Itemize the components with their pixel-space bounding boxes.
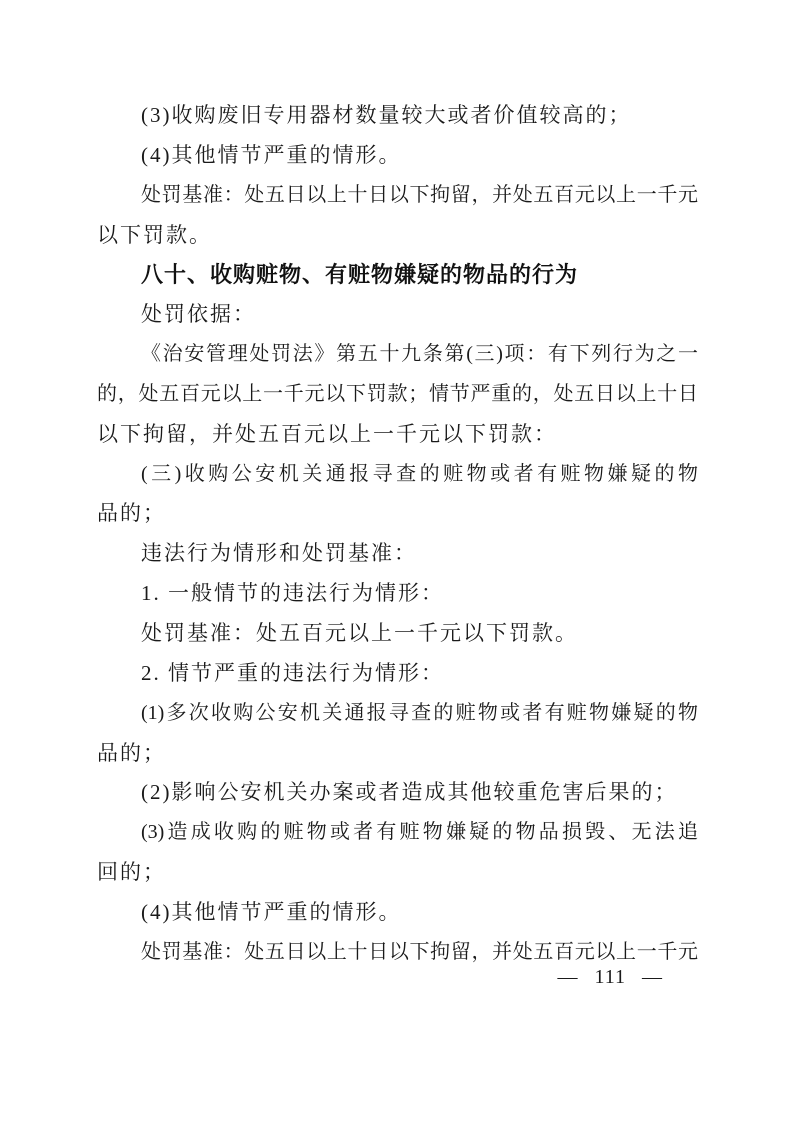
section-heading: 八十、收购赃物、有赃物嫌疑的物品的行为 <box>141 262 579 288</box>
body-line: (4)其他情节严重的情形。 <box>141 142 402 167</box>
body-line: 处罚基准：处五日以上十日以下拘留，并处五百元以上一千元 <box>141 940 698 963</box>
body-line: 品的； <box>97 501 166 526</box>
body-line: 1. 一般情节的违法行为情形： <box>141 581 444 606</box>
body-line: 以下罚款。 <box>97 222 212 247</box>
body-line: 的，处五百元以上一千元以下罚款；情节严重的，处五日以上十日 <box>97 382 698 405</box>
body-line: (4)其他情节严重的情形。 <box>141 899 402 924</box>
body-line: 《治安管理处罚法》第五十九条第(三)项：有下列行为之一 <box>141 343 698 366</box>
body-line: (3)造成收购的赃物或者有赃物嫌疑的物品损毁、无法追 <box>141 821 698 844</box>
body-line: 品的； <box>97 740 166 765</box>
body-line: (2)影响公安机关办案或者造成其他较重危害后果的； <box>141 780 678 805</box>
page-number: — 111 — <box>557 966 663 988</box>
body-line: 处罚基准：处五百元以上一千元以下罚款。 <box>141 620 578 645</box>
body-line: 以下拘留，并处五百元以上一千元以下罚款： <box>97 421 557 446</box>
body-line: (3)收购废旧专用器材数量较大或者价值较高的； <box>141 103 632 127</box>
text-block <box>97 96 698 973</box>
body-line: 2. 情节严重的违法行为情形： <box>141 660 444 685</box>
body-line: 处罚基准：处五日以上十日以下拘留，并处五百元以上一千元 <box>141 183 698 206</box>
body-line: 处罚依据： <box>141 302 256 327</box>
body-line: (三)收购公安机关通报寻查的赃物或者有赃物嫌疑的物 <box>141 462 698 485</box>
body-line: (1)多次收购公安机关通报寻查的赃物或者有赃物嫌疑的物 <box>141 701 698 724</box>
body-line: 违法行为情形和处罚基准： <box>141 541 417 566</box>
body-line: 回的； <box>97 860 166 885</box>
